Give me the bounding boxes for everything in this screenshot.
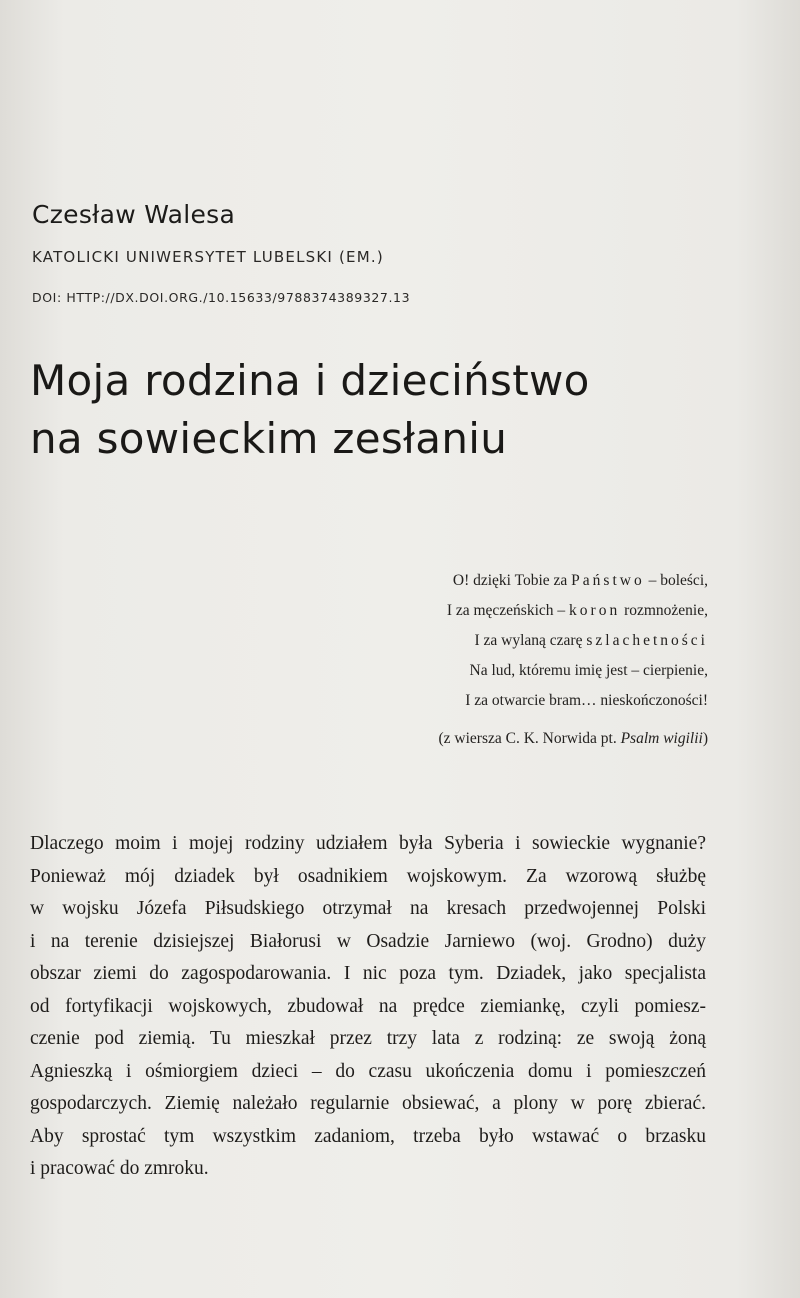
body-line: w wojsku Józefa Piłsudskiego otrzymał na kresach przedwojennej Polski <box>30 898 706 919</box>
epigraph-source-work: Psalm wigilii <box>620 730 703 747</box>
epigraph-line-4: Na lud, któremu imię jest – cierpienie, <box>469 662 708 679</box>
epigraph-source: (z wiersza C. K. Norwida pt. Psalm wigilii) <box>438 730 708 747</box>
epigraph-line-1: O! dzięki Tobie za Państwo – boleści, <box>452 572 708 589</box>
epigraph-line-5: I za otwarcie bram… nieskończoności! <box>465 692 708 709</box>
chapter-title <box>30 352 770 468</box>
body-line: Ponieważ mój dziadek był osadnikiem wojskowym. Za wzorową służbę <box>30 865 706 887</box>
body-line: czenie pod ziemią. Tu mieszkał przez trzy lata z rodziną: ze swoją żoną <box>30 1028 706 1049</box>
chapter-title-line-1: Moja rodzina i dzieciństwo <box>30 356 590 405</box>
body-line: gospodarczych. Ziemię należało regularnie obsiewać, a plony w porę zbierać. <box>30 1093 706 1114</box>
chapter-title-line-2: na sowieckim zesłaniu <box>30 414 508 463</box>
epigraph-line-3: I za wylaną czarę szlachetności <box>474 632 708 649</box>
body-line: Dlaczego moim i mojej rodziny udziałem była Syberia i sowieckie wygnanie? <box>30 833 706 854</box>
author-name: Czesław Walesa <box>32 200 236 229</box>
body-line: Agnieszką i ośmiorgiem dzieci – do czasu ukończenia domu i pomieszczeń <box>30 1060 706 1082</box>
doi-link[interactable]: DOI: HTTP://DX.DOI.ORG./10.15633/9788374389327.13 <box>32 290 411 305</box>
body-line: Aby sprostać tym wszystkim zadaniom, trzeba było wstawać o brzasku <box>30 1125 706 1147</box>
body-line: i pracować do zmroku. <box>30 1158 209 1179</box>
author-affiliation: KATOLICKI UNIWERSYTET LUBELSKI (EM.) <box>32 248 384 266</box>
body-line: obszar ziemi do zagospodarowania. I nic poza tym. Dziadek, jako specjalista <box>30 963 706 984</box>
epigraph-poem <box>288 566 708 754</box>
epigraph-line-2: I za męczeńskich – koron rozmnożenie, <box>446 602 708 619</box>
body-line: i na terenie dzisiejszej Białorusi w Osadzie Jarniewo (woj. Grodno) duży <box>30 930 706 952</box>
body-paragraph <box>30 828 706 1186</box>
body-line: od fortyfikacji wojskowych, zbudował na prędce ziemiankę, czyli pomiesz- <box>30 995 706 1017</box>
